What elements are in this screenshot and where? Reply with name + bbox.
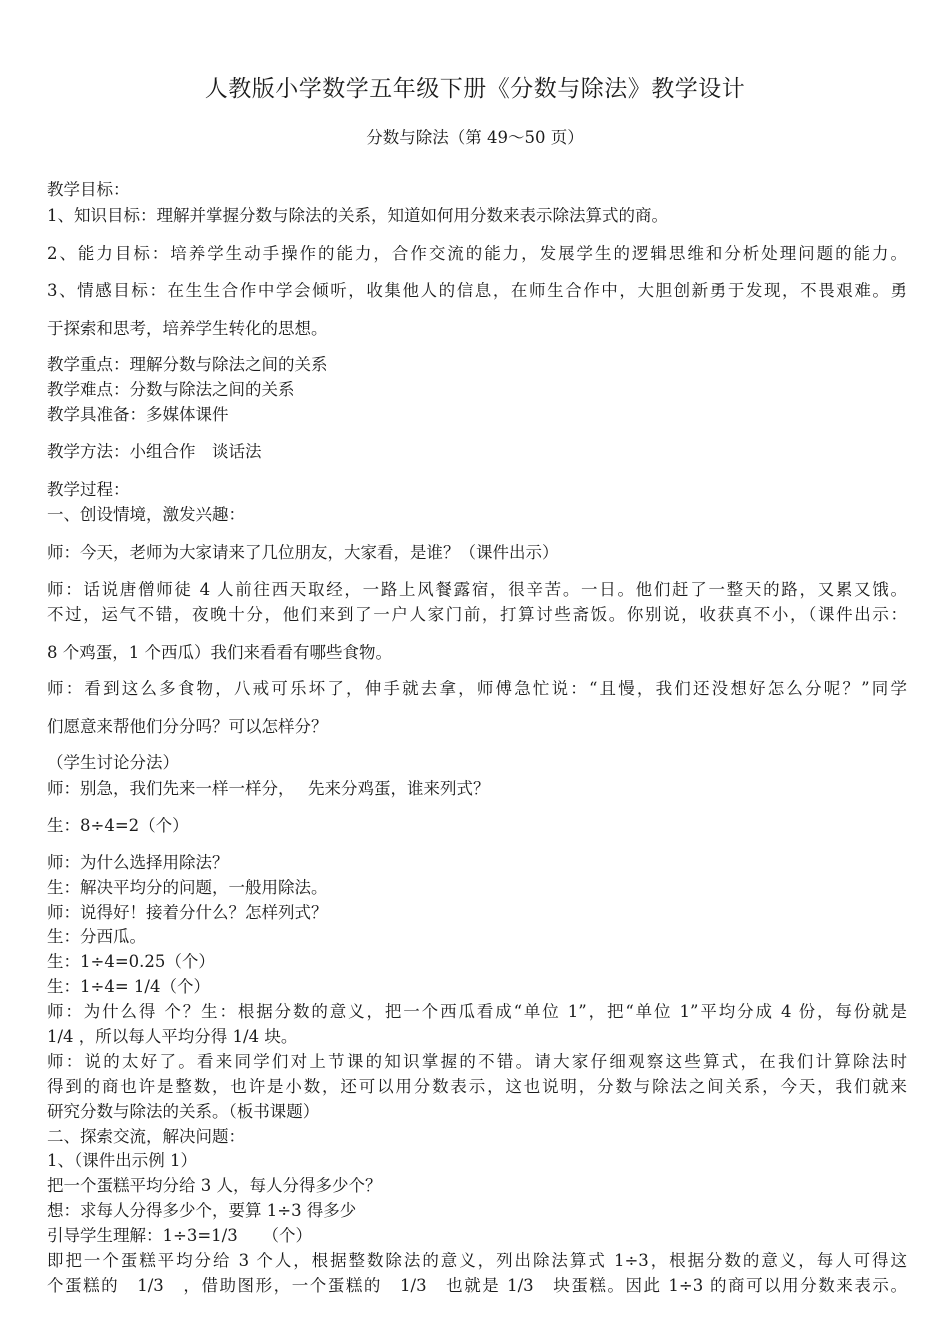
paragraph-line: 即把一个蛋糕平均分给 3 个人，根据整数除法的意义，列出除法算式 1÷3，根据分数的意义，每人可得这 — [47, 1251, 907, 1270]
paragraph-line: 师：为什么得 个？生：根据分数的意义，把一个西瓜看成“单位 1”，把“单位 1”平均分成 4 份，每份就是 — [47, 1002, 907, 1021]
paragraph-line: 于探索和思考，培养学生转化的思想。 — [47, 319, 328, 338]
paragraph-line: 教学方法：小组合作 谈话法 — [47, 442, 262, 461]
paragraph-line: 师：看到这么多食物，八戒可乐坏了，伸手就去拿，师傅急忙说：“且慢，我们还没想好怎么分呢？”同学 — [47, 679, 907, 698]
paragraph-line: 个蛋糕的 1/3 ，借助图形，一个蛋糕的 1/3 也就是 1/3 块蛋糕。因此 1÷3 的商可以用分数来表示。 — [47, 1276, 907, 1295]
paragraph-line: 8 个鸡蛋，1 个西瓜）我们来看看有哪些食物。 — [47, 643, 392, 662]
paragraph-line: 师：别急，我们先来一样一样分， 先来分鸡蛋，谁来列式？ — [47, 779, 490, 798]
paragraph-line: （学生讨论分法） — [47, 753, 179, 772]
paragraph-line: 师：话说唐僧师徒 4 人前往西天取经，一路上风餐露宿，很辛苦。一日。他们赶了一整天的路，又累又饿。 — [47, 580, 907, 599]
paragraph-line: 2、能力目标：培养学生动手操作的能力，合作交流的能力，发展学生的逻辑思维和分析处理问题的能力。 — [47, 244, 907, 263]
paragraph-line: 师：说的太好了。看来同学们对上节课的知识掌握的不错。请大家仔细观察这些算式，在我们计算除法时 — [47, 1052, 907, 1071]
document-subtitle: 分数与除法（第 49～50 页） — [366, 128, 584, 147]
paragraph-line: 得到的商也许是整数，也许是小数，还可以用分数表示，这也说明，分数与除法之间关系，今天，我们就来 — [47, 1077, 907, 1096]
paragraph-line: 教学难点：分数与除法之间的关系 — [47, 380, 295, 399]
paragraph-line: 生：1÷4=0.25（个） — [47, 952, 215, 971]
paragraph-line: 想：求每人分得多少个，要算 1÷3 得多少 — [47, 1201, 357, 1220]
paragraph-line: 们愿意来帮他们分分吗？可以怎样分？ — [47, 717, 328, 736]
paragraph-line: 研究分数与除法的关系。（板书课题） — [47, 1102, 320, 1121]
paragraph-line: 把一个蛋糕平均分给 3 人，每人分得多少个？ — [47, 1176, 382, 1195]
paragraph-line: 生：8÷4=2（个） — [47, 816, 189, 835]
paragraph-line: 1、（课件出示例 1） — [47, 1151, 197, 1170]
document-title: 人教版小学数学五年级下册《分数与除法》教学设计 — [204, 76, 746, 102]
section-heading-objectives: 教学目标： — [47, 180, 130, 199]
paragraph-line: 引导学生理解：1÷3=1/3 （个） — [47, 1226, 312, 1245]
paragraph-line: 生：解决平均分的问题，一般用除法。 — [47, 878, 328, 897]
paragraph-line: 不过，运气不错，夜晚十分，他们来到了一户人家门前，打算讨些斋饭。你别说，收获真不小，（课件出示： — [47, 605, 907, 624]
section-heading: 二、探索交流，解决问题： — [47, 1127, 245, 1146]
paragraph-line: 1/4 ，所以每人平均分得 1/4 块。 — [47, 1027, 298, 1046]
paragraph-line: 师：说得好！接着分什么？怎样列式？ — [47, 903, 328, 922]
section-heading-process: 教学过程： — [47, 480, 130, 499]
paragraph-line: 生：分西瓜。 — [47, 927, 146, 946]
paragraph-line: 师：为什么选择用除法？ — [47, 853, 229, 872]
paragraph-line: 1、知识目标：理解并掌握分数与除法的关系，知道如何用分数来表示除法算式的商。 — [47, 206, 668, 225]
section-heading: 一、创设情境，激发兴趣： — [47, 505, 245, 524]
paragraph-line: 教学重点：理解分数与除法之间的关系 — [47, 355, 328, 374]
paragraph-line: 教学具准备：多媒体课件 — [47, 405, 229, 424]
paragraph-line: 师：今天，老师为大家请来了几位朋友，大家看，是谁？（课件出示） — [47, 543, 559, 562]
paragraph-line: 生：1÷4= 1/4（个） — [47, 977, 210, 996]
paragraph-line: 3、情感目标：在生生合作中学会倾听，收集他人的信息，在师生合作中，大胆创新勇于发现，不畏艰难。勇 — [47, 281, 907, 300]
